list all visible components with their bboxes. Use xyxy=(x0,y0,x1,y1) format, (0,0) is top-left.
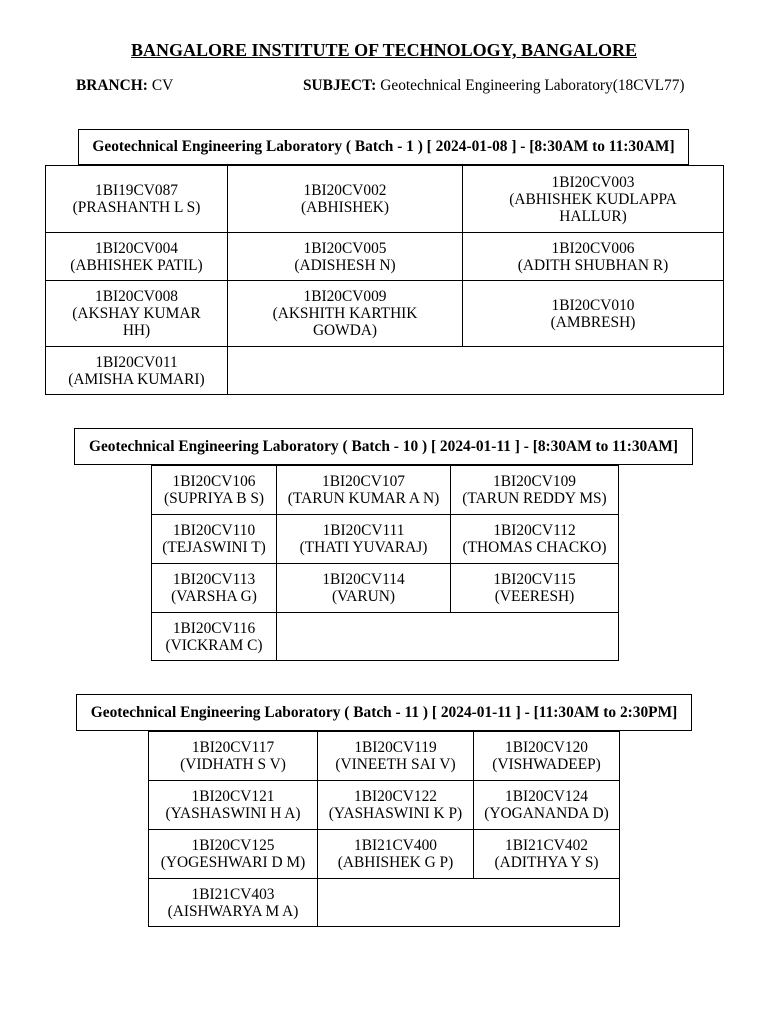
student-cell xyxy=(277,466,451,515)
student-name: (YOGESHWARI D M) xyxy=(160,854,306,871)
student-usn: 1BI19CV087 xyxy=(95,182,178,199)
student-name: (ADITHYA Y S) xyxy=(494,854,599,871)
student-name: (ABHISHEK PATIL) xyxy=(70,256,203,274)
student-name: (VICKRAM C) xyxy=(165,636,263,654)
table-row xyxy=(152,515,619,564)
student-cell xyxy=(149,781,318,830)
student-usn: 1BI20CV120 xyxy=(505,739,588,756)
table-row xyxy=(152,466,619,515)
student-cell xyxy=(451,466,619,515)
student-name: (ABHISHEK KUDLAPPA HALLUR) xyxy=(509,190,677,225)
document-title: BANGALORE INSTITUTE OF TECHNOLOGY, BANGALORE xyxy=(131,40,637,60)
student-name: (AISHWARYA M A) xyxy=(167,902,299,920)
student-usn: 1BI20CV122 xyxy=(354,788,437,805)
student-cell xyxy=(46,281,228,347)
student-usn: 1BI20CV124 xyxy=(505,788,588,805)
student-name: (VISHWADEEP) xyxy=(492,756,601,773)
student-usn: 1BI20CV112 xyxy=(493,522,576,539)
student-cell xyxy=(318,781,474,830)
student-cell xyxy=(277,564,451,613)
student-usn: 1BI20CV109 xyxy=(493,473,576,490)
subject-line xyxy=(303,76,685,96)
student-usn: 1BI21CV400 xyxy=(354,837,437,854)
student-name: (THOMAS CHACKO) xyxy=(462,539,607,556)
student-usn: 1BI20CV114 xyxy=(322,571,405,588)
subject-value: Geotechnical Engineering Laboratory(18CVL77) xyxy=(380,77,685,94)
student-cell xyxy=(152,515,277,564)
table-row xyxy=(46,166,724,233)
table-row xyxy=(149,732,620,781)
student-name: (SUPRIYA B S) xyxy=(163,490,265,507)
student-usn: 1BI20CV009 xyxy=(303,288,387,305)
batch-table xyxy=(151,465,619,661)
student-name: (TARUN KUMAR A N) xyxy=(287,490,440,507)
student-cell xyxy=(149,830,318,879)
student-usn: 1BI20CV117 xyxy=(191,739,275,756)
batch-table xyxy=(148,731,620,927)
student-name: (THATI YUVARAJ) xyxy=(299,539,428,556)
student-name: (ABHISHEK) xyxy=(300,199,390,216)
student-name: (YASHASWINI K P) xyxy=(328,805,463,822)
student-usn: 1BI20CV110 xyxy=(172,522,256,539)
student-usn: 1BI20CV106 xyxy=(172,473,256,490)
branch-line xyxy=(76,76,173,96)
student-cell xyxy=(152,466,277,515)
student-cell xyxy=(228,281,463,347)
student-usn: 1BI20CV119 xyxy=(354,739,437,756)
student-cell xyxy=(46,166,228,233)
student-usn: 1BI20CV011 xyxy=(95,353,178,371)
student-name: (AMBRESH) xyxy=(550,313,636,331)
student-cell xyxy=(228,233,463,281)
student-name: (TEJASWINI T) xyxy=(162,539,266,556)
student-cell xyxy=(46,347,228,395)
student-usn: 1BI20CV121 xyxy=(191,788,275,805)
batch-heading: Geotechnical Engineering Laboratory ( Batch - 10 ) [ 2024-01-11 ] - [8:30AM to 11:30AM] xyxy=(74,428,693,465)
subject-label: SUBJECT: xyxy=(303,77,377,94)
student-usn: 1BI20CV008 xyxy=(95,288,178,305)
student-cell xyxy=(152,564,277,613)
student-name: (AKSHITH KARTHIK GOWDA) xyxy=(272,305,418,339)
batch-table xyxy=(45,165,724,395)
student-cell xyxy=(474,830,620,879)
branch-value: CV xyxy=(151,77,174,94)
table-row xyxy=(149,781,620,830)
empty-cell xyxy=(318,879,620,927)
student-cell xyxy=(463,166,724,233)
student-cell xyxy=(149,879,318,927)
student-cell xyxy=(451,564,619,613)
student-usn: 1BI20CV125 xyxy=(191,837,275,854)
empty-cell xyxy=(228,347,724,395)
student-cell xyxy=(318,830,474,879)
student-usn: 1BI20CV004 xyxy=(95,239,178,257)
student-usn: 1BI20CV003 xyxy=(551,173,635,191)
student-name: (VINEETH SAI V) xyxy=(335,756,456,773)
student-cell xyxy=(228,166,463,233)
student-name: (PRASHANTH L S) xyxy=(72,199,201,216)
student-name: (VEERESH) xyxy=(494,588,575,605)
student-usn: 1BI21CV402 xyxy=(505,837,588,854)
student-usn: 1BI20CV115 xyxy=(493,571,576,588)
student-cell xyxy=(149,732,318,781)
table-row xyxy=(149,830,620,879)
student-usn: 1BI20CV113 xyxy=(172,571,256,588)
student-name: (VARUN) xyxy=(332,588,395,605)
student-usn: 1BI21CV403 xyxy=(191,885,275,903)
student-name: (ADITH SHUBHAN R) xyxy=(517,256,669,274)
branch-label: BRANCH: xyxy=(76,77,148,94)
student-cell xyxy=(474,732,620,781)
student-cell xyxy=(152,613,277,661)
student-name: (YOGANANDA D) xyxy=(484,805,609,822)
student-usn: 1BI20CV005 xyxy=(303,239,387,257)
student-name: (ABHISHEK G P) xyxy=(337,854,454,871)
batch-heading: Geotechnical Engineering Laboratory ( Batch - 1 ) [ 2024-01-08 ] - [8:30AM to 11:30AM] xyxy=(78,129,689,165)
student-usn: 1BI20CV107 xyxy=(322,473,405,490)
student-usn: 1BI20CV006 xyxy=(551,239,635,257)
student-name: (TARUN REDDY MS) xyxy=(462,490,607,507)
table-row xyxy=(46,281,724,347)
student-cell xyxy=(277,515,451,564)
student-name: (AKSHAY KUMAR HH) xyxy=(72,305,201,339)
student-name: (AMISHA KUMARI) xyxy=(68,370,205,388)
table-row xyxy=(149,879,620,927)
student-name: (ADISHESH N) xyxy=(294,256,396,274)
student-usn: 1BI20CV111 xyxy=(322,522,405,539)
empty-cell xyxy=(277,613,619,661)
table-row xyxy=(152,613,619,661)
student-name: (YASHASWINI H A) xyxy=(165,805,301,822)
student-usn: 1BI20CV002 xyxy=(303,182,387,199)
student-cell xyxy=(46,233,228,281)
batch-heading: Geotechnical Engineering Laboratory ( Batch - 11 ) [ 2024-01-11 ] - [11:30AM to 2:30PM] xyxy=(76,694,692,731)
student-name: (VIDHATH S V) xyxy=(180,756,286,773)
student-usn: 1BI20CV116 xyxy=(172,619,256,637)
table-row xyxy=(46,347,724,395)
student-usn: 1BI20CV010 xyxy=(551,296,635,314)
student-cell xyxy=(463,233,724,281)
student-cell xyxy=(451,515,619,564)
student-cell xyxy=(463,281,724,347)
table-row xyxy=(152,564,619,613)
student-name: (VARSHA G) xyxy=(171,588,257,605)
table-row xyxy=(46,233,724,281)
student-cell xyxy=(318,732,474,781)
student-cell xyxy=(474,781,620,830)
